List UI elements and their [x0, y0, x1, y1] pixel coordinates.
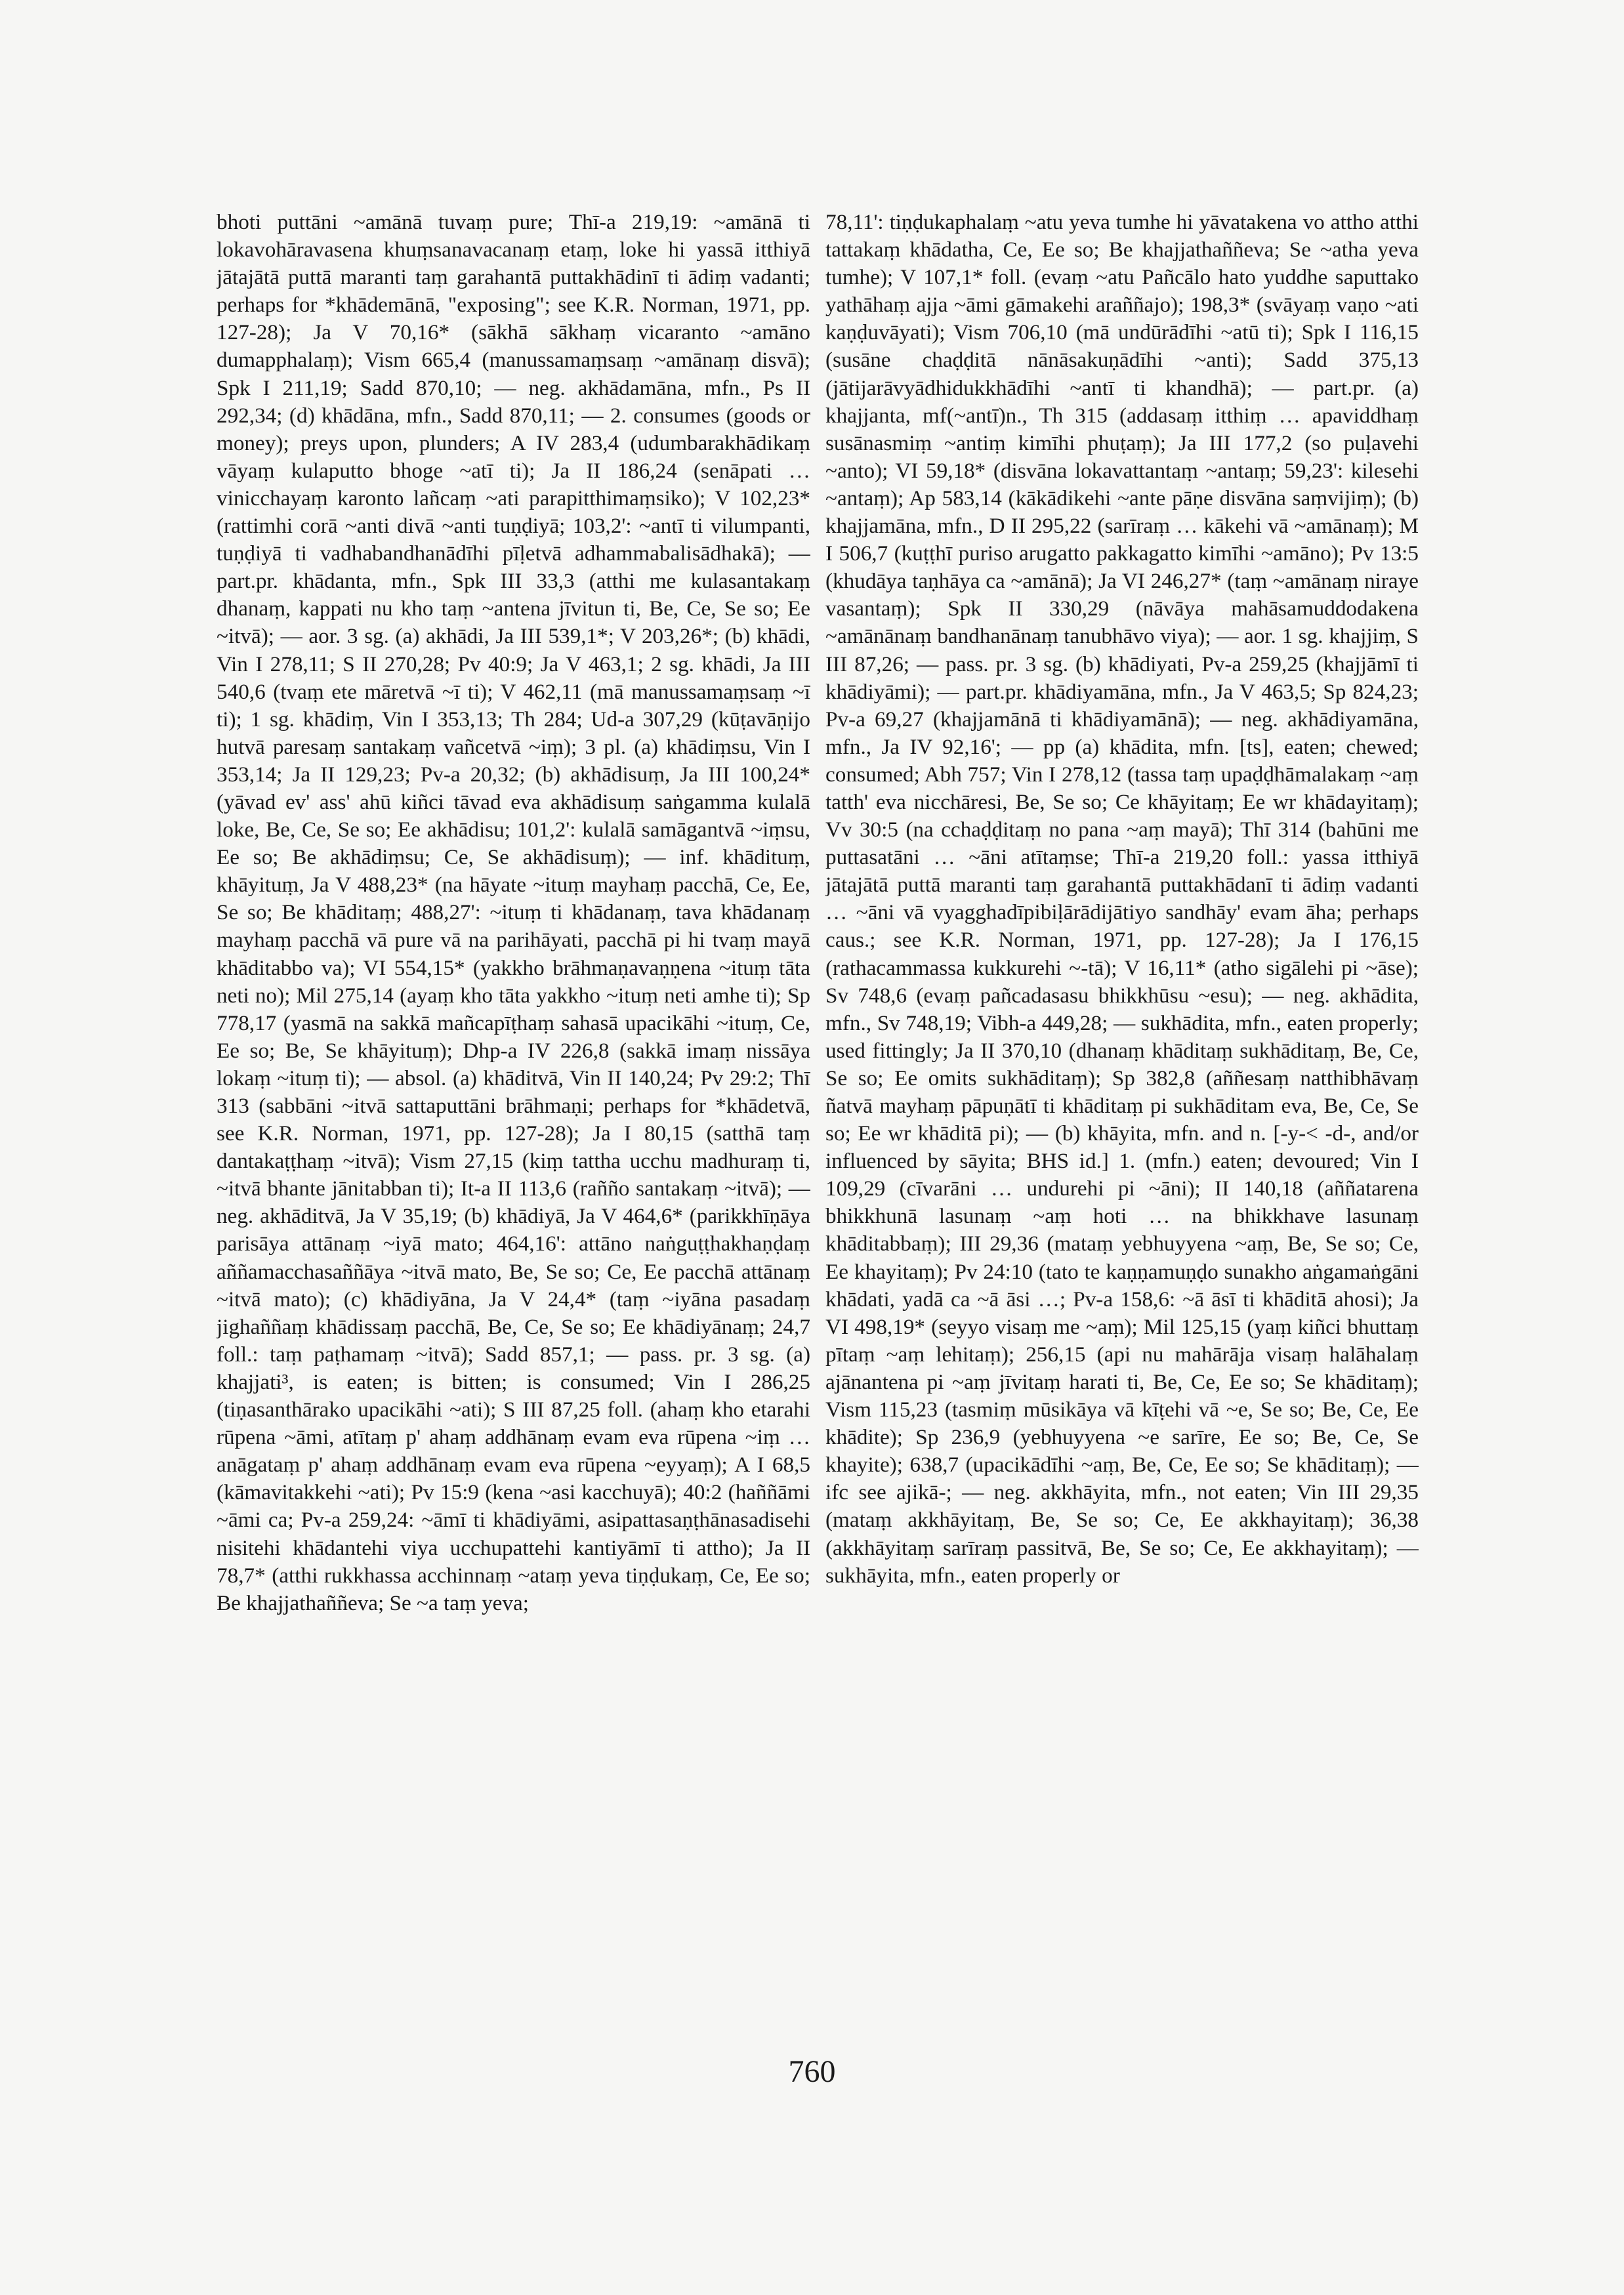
left-column	[217, 209, 810, 2098]
right-column-text: 78,11': tiṇḍukaphalaṃ ~atu yeva tumhe hi yāvatakena vo attho atthi tattakaṃ khādatha, Ce, Ee so; Be khajjathaññeva; Se ~atha yeva tumhe); V 107,1* foll. (evaṃ ~atu Pañcālo hato yuddhe saputtako yathāhaṃ ajja ~āmi gāmakehi araññajo); 198,3* (svāyaṃ vaṇo ~ati kaṇḍuvāyati); Vism 706,10 (mā undūrādīhi ~atū ti); Spk I 116,15 (susāne chaḍḍitā nānāsakuṇādīhi ~anti); Sadd 375,13 (jātijarāvyādhidukkhādīhi ~antī ti khandhā); — part.pr. (a) khajjanta, mf(~antī)n., Th 315 (addasaṃ itthiṃ … apaviddhaṃ susānasmiṃ ~antiṃ kimīhi phuṭaṃ); Ja III 177,2 (so puḷavehi ~anto); VI 59,18* (disvāna lokavattantaṃ ~antaṃ; 59,23': kilesehi ~antaṃ); Ap 583,14 (kākādikehi ~ante pāṇe disvāna saṃvijiṃ); (b) khajjamāna, mfn., D II 295,22 (sarīraṃ … kākehi vā ~amānaṃ); M I 506,7 (kuṭṭhī puriso arugatto pakkagatto kimīhi ~amāno); Pv 13:5 (khudāya taṇhāya ca ~amānā); Ja VI 246,27* (taṃ ~amānaṃ niraye vasantaṃ); Spk II 330,29 (nāvāya mahāsamuddodakena ~amānānaṃ bandhanānaṃ tanubhāvo viya); — aor. 1 sg. khajjiṃ, S III 87,26; — pass. pr. 3 sg. (b) khādiyati, Pv-a 259,25 (khajjāmī ti khādiyāmi); — part.pr. khādiyamāna, mfn., Ja V 463,5; Sp 824,23; Pv-a 69,27 (khajjamānā ti khādiyamānā); — neg. akhādiyamāna, mfn., Ja IV 92,16'; — pp (a) khādita, mfn. [ts], eaten; chewed; consumed; Abh 757; Vin I 278,12 (tassa taṃ upaḍḍhāmalakaṃ ~aṃ tatth' eva nicchāresi, Be, Se so; Ce khāyitaṃ; Ee wr khādayitaṃ); Vv 30:5 (na cchaḍḍitaṃ no pana ~aṃ mayā); Thī 314 (bahūni me puttasatāni … ~āni atītaṃse; Thī-a 219,20 foll.: yassa itthiyā jātajātā puttā maranti taṃ garahantā puttakhādanī ti ādiṃ vadanti … ~āni vā vyagghadīpibiḷārādijātiyo sandhāy' evam āha; perhaps caus.; see K.R. Norman, 1971, pp. 127-28); Ja I 176,15 (rathacammassa kukkurehi ~-tā); V 16,11* (atho sigālehi pi ~āse); Sv 748,6 (evaṃ pañcadasasu bhikkhūsu ~esu); — neg. akhādita, mfn., Sv 748,19; Vibh-a 449,28; — sukhādita, mfn., eaten properly; used fittingly; Ja II 370,10 (dhanaṃ khāditaṃ sukhāditaṃ, Be, Ce, Se so; Ee omits sukhāditaṃ); Sp 382,8 (aññesaṃ natthibhāvaṃ ñatvā mayhaṃ pāpuṇātī ti khāditaṃ pi sukhāditam eva, Be, Ce, Se so; Ee wr khāditā pi); — (b) khāyita, mfn. and n. [-y-< -d-, and/or influenced by sāyita; BHS id.] 1. (mfn.) eaten; devoured; Vin I 109,29 (cīvarāni … undurehi pi ~āni); II 140,18 (aññatarena bhikkhunā lasunaṃ ~aṃ hoti … na bhikkhave lasunaṃ khāditabbaṃ); III 29,36 (mataṃ yebhuyyena ~aṃ, Be, Se so; Ce, Ee khayitaṃ); Pv 24:10 (tato te kaṇṇamuṇḍo sunakho aṅgamaṅgāni khādati, yadā ca ~ā āsi …; Pv-a 158,6: ~ā āsī ti khāditā ahosi); Ja VI 498,19* (seyyo visaṃ me ~aṃ); Mil 125,15 (yaṃ kiñci bhuttaṃ pītaṃ ~aṃ lehitaṃ); 256,15 (api nu mahārāja visaṃ halāhalaṃ ajānantena pi ~aṃ jīvitaṃ harati ti, Be, Ce, Ee so; Se khāditaṃ); Vism 115,23 (tasmiṃ mūsikāya vā kīṭehi vā ~e, Se so; Be, Ce, Ee khādite); Sp 236,9 (yebhuyyena ~e sarīre, Ee so; Be, Ce, Se khayite); 638,7 (upacikādīhi ~aṃ, Be, Ce, Ee so; Se khāditaṃ); — ifc see ajikā-; — neg. akkhāyita, mfn., not eaten; Vin III 29,35 (mataṃ akkhāyitaṃ, Be, Se so; Ce, Ee akkhayitaṃ); 36,38 (akkhāyitaṃ sarīraṃ passitvā, Be, Se so; Ce, Ee akkhayitaṃ); — sukhāyita, mfn., eaten properly or	[825, 210, 1419, 1588]
left-column-text: bhoti puttāni ~amānā tuvaṃ pure; Thī-a 219,19: ~amānā ti lokavohāravasena khuṃsanavacanaṃ etaṃ, loke hi yassā itthiyā jātajātā puttā maranti taṃ garahantā puttakhādinī ti ādiṃ vadanti; perhaps for *khādemānā, "exposing"; see K.R. Norman, 1971, pp. 127-28); Ja V 70,16* (sākhā sākhaṃ vicaranto ~amāno dumapphalaṃ); Vism 665,4 (manussamaṃsaṃ ~amānaṃ disvā); Spk I 211,19; Sadd 870,10; — neg. akhādamāna, mfn., Ps II 292,34; (d) khādāna, mfn., Sadd 870,11; — 2. consumes (goods or money); preys upon, plunders; A IV 283,4 (udumbarakhādikaṃ vāyaṃ kulaputto bhoge ~atī ti); Ja II 186,24 (senāpati … vinicchayaṃ karonto lañcaṃ ~ati parapitthimaṃsiko); V 102,23* (rattimhi corā ~anti divā ~anti tuṇḍiyā; 103,2': ~antī ti vilumpanti, tuṇḍiyā ti vadhabandhanādīhi pīḷetvā adhammabalisādhakā); — part.pr. khādanta, mfn., Spk III 33,3 (atthi me kulasantakaṃ dhanaṃ, kappati nu kho taṃ ~antena jīvitun ti, Be, Ce, Se so; Ee ~itvā); — aor. 3 sg. (a) akhādi, Ja III 539,1*; V 203,26*; (b) khādi, Vin I 278,11; S II 270,28; Pv 40:9; Ja V 463,1; 2 sg. khādi, Ja III 540,6 (tvaṃ ete māretvā ~ī ti); V 462,11 (mā manussamaṃsaṃ ~ī ti); 1 sg. khādiṃ, Vin I 353,13; Th 284; Ud-a 307,29 (kūṭavāṇijo hutvā paresaṃ santakaṃ vañcetvā ~iṃ); 3 pl. (a) khādiṃsu, Vin I 353,14; Ja II 129,23; Pv-a 20,32; (b) akhādisuṃ, Ja III 100,24* (yāvad ev' ass' ahū kiñci tāvad eva akhādisuṃ saṅgamma kulalā loke, Be, Ce, Se so; Ee akhādisu; 101,2': kulalā samāgantvā ~iṃsu, Ee so; Be akhādiṃsu; Ce, Se akhādisuṃ); — inf. khādituṃ, khāyituṃ, Ja V 488,23* (na hāyate ~ituṃ mayhaṃ pacchā, Ce, Ee, Se so; Be khāditaṃ; 488,27': ~ituṃ ti khādanaṃ, tava khādanaṃ mayhaṃ pacchā vā pure vā na parihāyati, pacchā pi hi tvaṃ mayā khāditabbo va); VI 554,15* (yakkho brāhmaṇavaṇṇena ~ituṃ tāta neti no); Mil 275,14 (ayaṃ kho tāta yakkho ~ituṃ neti amhe ti); Sp 778,17 (yasmā na sakkā mañcapīṭhaṃ sahasā upacikāhi ~ituṃ, Ce, Ee so; Be, Se khāyituṃ); Dhp-a IV 226,8 (sakkā imaṃ nissāya lokaṃ ~ituṃ ti); — absol. (a) khāditvā, Vin II 140,24; Pv 29:2; Thī 313 (sabbāni ~itvā sattaputtāni brāhmaṇi; perhaps for *khādetvā, see K.R. Norman, 1971, pp. 127-28); Ja I 80,15 (satthā taṃ dantakaṭṭhaṃ ~itvā); Vism 27,15 (kiṃ tattha ucchu madhuraṃ ti, ~itvā bhante jānitabban ti); It-a II 113,6 (rañño santakaṃ ~itvā); — neg. akhāditvā, Ja V 35,19; (b) khādiyā, Ja V 464,6* (parikkhīṇāya parisāya attānaṃ ~iyā mato; 464,16': attāno naṅguṭṭhakhaṇḍaṃ aññamacchasaññāya ~itvā mato, Be, Se so; Ce, Ee pacchā attānaṃ ~itvā mato); (c) khādiyāna, Ja V 24,4* (taṃ ~iyāna pasadaṃ jighaññaṃ khādissaṃ pacchā, Be, Ce, Se so; Ee khādiyānaṃ; 24,7 foll.: taṃ paṭhamaṃ ~itvā); Sadd 857,1; — pass. pr. 3 sg. (a) khajjati³, is eaten; is bitten; is consumed; Vin I 286,25 (tiṇasanthārako upacikāhi ~ati); S III 87,25 foll. (ahaṃ kho etarahi rūpena ~āmi, atītaṃ p' ahaṃ addhānaṃ evam eva rūpena ~iṃ … anāgataṃ p' ahaṃ addhānaṃ evam eva rūpena ~eyyaṃ); A I 68,5 (kāmavitakkehi ~ati); Pv 15:9 (kena ~asi kacchuyā); 40:2 (haññāmi ~āmi ca; Pv-a 259,24: ~āmī ti khādiyāmi, asipattasaṇṭhānasadisehi nisitehi khādantehi viya ucchupattehi kantiyāmī ti attho); Ja II 78,7* (atthi rukkhassa acchinnaṃ ~ataṃ yeva tiṇḍukaṃ, Ce, Ee so; Be khajjathaññeva; Se ~a taṃ yeva;	[217, 210, 810, 1615]
page-number: 760	[788, 2054, 836, 2089]
right-column	[825, 209, 1419, 2098]
